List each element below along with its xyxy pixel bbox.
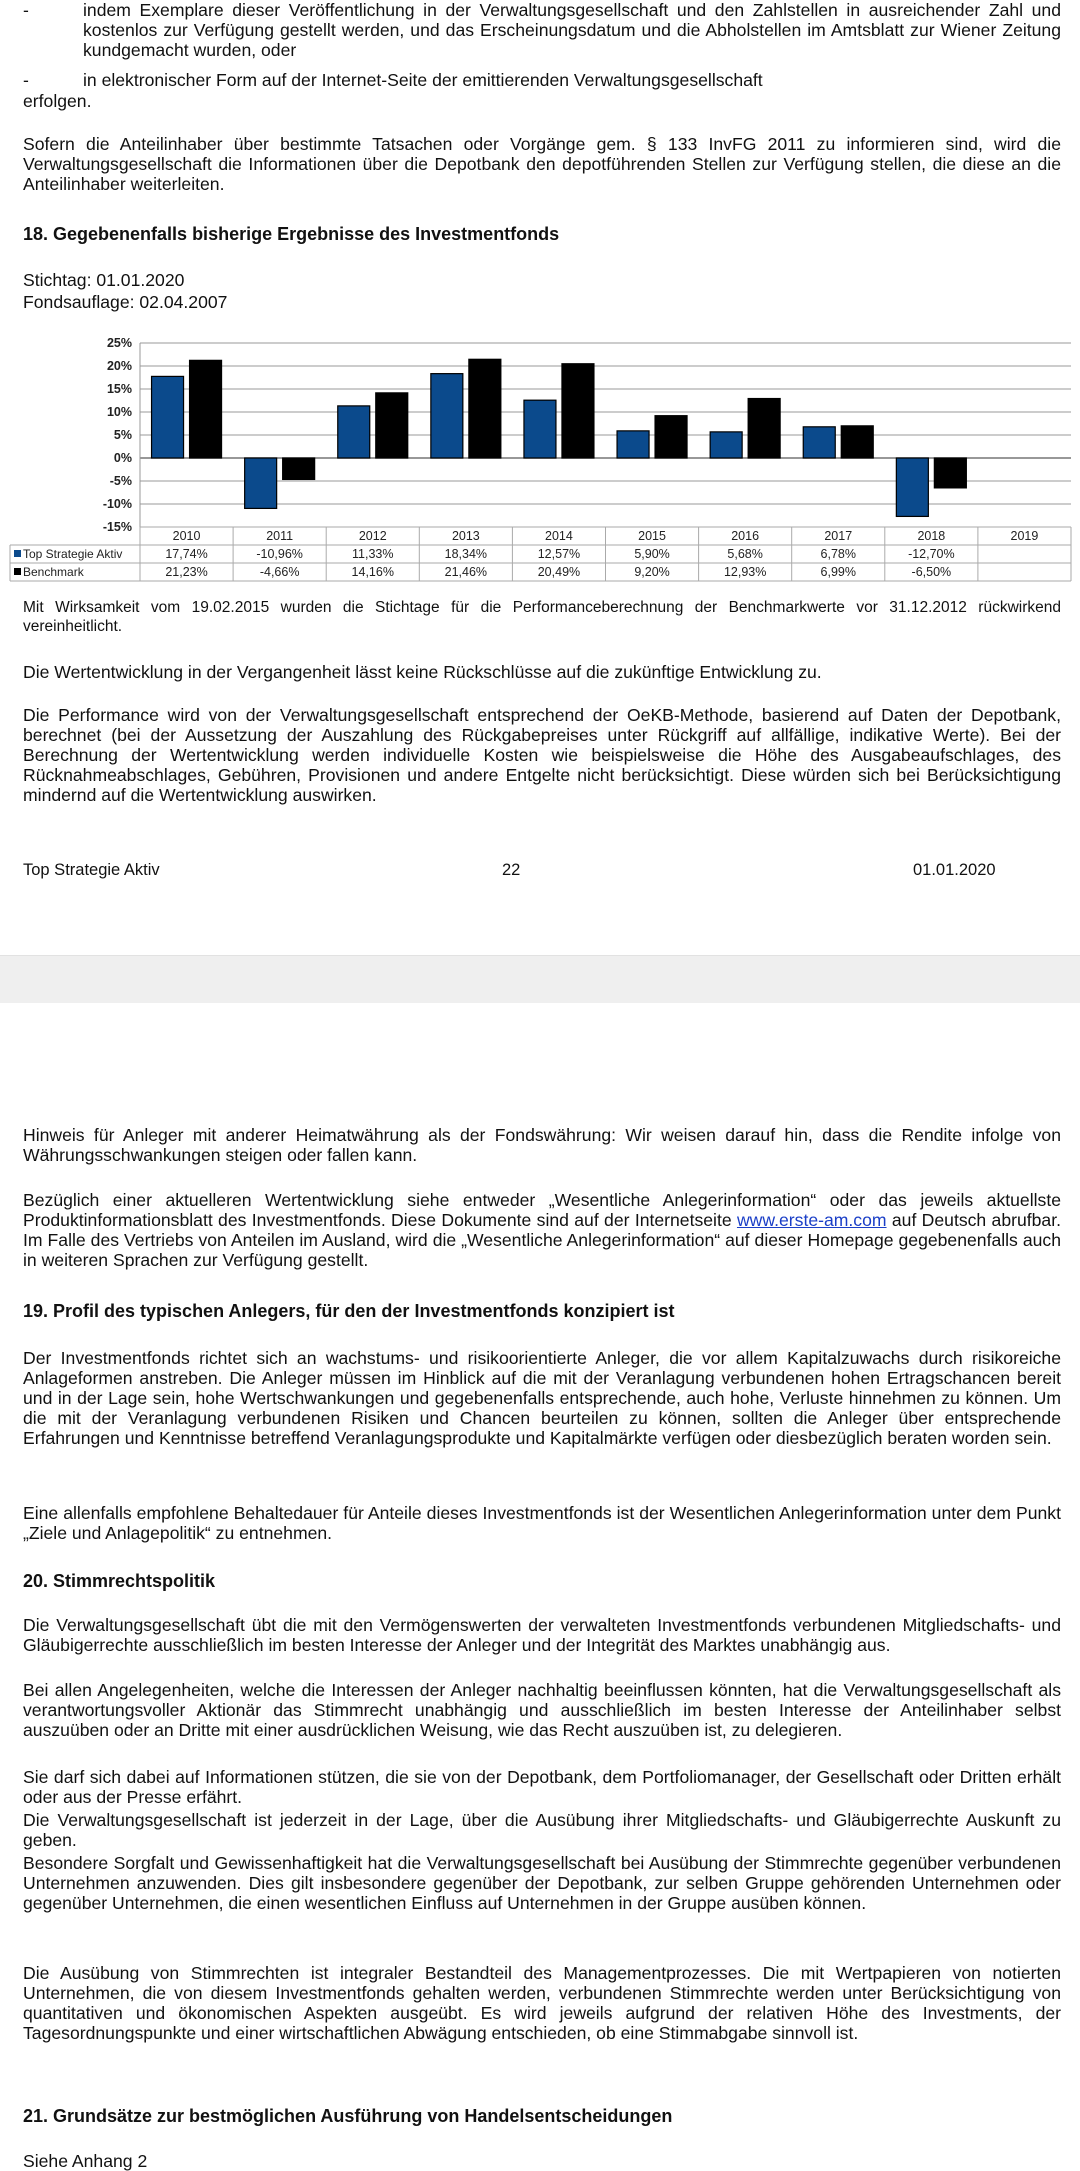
- data-label: 5,68%: [727, 547, 763, 561]
- data-label: 17,74%: [165, 547, 208, 561]
- paragraph-stimmrecht-6: Die Ausübung von Stimmrechten ist integraler Bestandteil des Managementprozesses. Die mit Wertpapieren von notierten Unternehmen, die von diesem Investmentfonds gehalten werden, verbundenen Stimmrechte werden unter Berücksichtigung von quantitativen und ökonomischen Aspekten ausgeübt. Es wird jeweils aufgrund der relativen Höhe des Investments, der Tagesordnungspunkte und einer wirtschaftlichen Abwägung entschieden, ob eine Stimmabgabe sinnvoll ist.: [23, 1963, 1061, 2043]
- data-label: 12,57%: [537, 547, 581, 561]
- footer-date: 01.01.2020: [913, 861, 996, 879]
- x-tick-label: 2015: [638, 529, 666, 543]
- footer-page-number: 22: [502, 861, 521, 879]
- paragraph-stimmrecht-4: Die Verwaltungsgesellschaft ist jederzeit in der Lage, über die Ausübung ihrer Mitgliedschafts- und Gläubigerrechte Auskunft zu geben.: [23, 1810, 1061, 1850]
- data-label: 14,16%: [351, 565, 394, 579]
- legend-swatch-fund: [14, 550, 21, 557]
- data-label: 5,90%: [634, 547, 670, 561]
- document-page-23: [0, 1003, 1080, 2171]
- paragraph-erfolgen: erfolgen.: [23, 91, 92, 111]
- benchmark-bar: [469, 359, 501, 458]
- paragraph-bezueglich: [23, 1190, 1061, 1270]
- benchmark-bar: [376, 393, 408, 458]
- fund-bar: [803, 427, 835, 458]
- bullet-item-electronic: [23, 70, 1061, 90]
- paragraph-bezueglich-start: Bezüglich einer aktuelleren Wertentwicklung siehe entweder „Wesentliche Anlegerinformation“ oder das jeweils aktuellste Produktinformationsblatt des Investmentfonds. Diese Dokumente sind auf der Internetseite: [23, 1190, 1061, 1230]
- fund-bar: [338, 406, 370, 458]
- data-label: -4,66%: [259, 565, 300, 579]
- paragraph-stimmrecht-2: Bei allen Angelegenheiten, welche die Interessen der Anleger nachhaltig beeinflussen könnten, hat die Verwaltungsgesellschaft als verantwortungsvoller Aktionär das Stimmrecht unabhängig und ausschließlich im besten Interesse der Anteilinhaber selbst auszuüben oder an Dritte mit einer ausdrücklichen Weisung, wie das Recht auszuüben ist, zu delegieren.: [23, 1680, 1061, 1740]
- document-page-22: [0, 0, 1080, 955]
- x-tick-label: 2016: [731, 529, 760, 543]
- benchmark-bar: [934, 458, 966, 488]
- data-label: -6,50%: [911, 565, 952, 579]
- benchmark-bar: [562, 364, 594, 458]
- x-tick-label: 2017: [824, 529, 853, 543]
- y-tick-label: 20%: [106, 359, 132, 373]
- y-tick-label: 5%: [113, 428, 132, 442]
- fondsauflage-text: Fondsauflage: 02.04.2007: [23, 292, 228, 312]
- data-label: -10,96%: [256, 547, 303, 561]
- page-separator: [0, 955, 1080, 1004]
- bullet-text-print: indem Exemplare dieser Veröffentlichung in der Verwaltungsgesellschaft und den Zahlstellen in ausreichender Zahl und kostenlos zur Verfügung gestellt werden, und das Erscheinungsdatum und die Abholstellen im Amtsblatt zur Wiener Zeitung kundgemacht wurden, oder: [83, 0, 1061, 60]
- data-label: 11,33%: [352, 547, 394, 561]
- data-label: 9,20%: [634, 565, 670, 579]
- benchmark-bar: [190, 360, 222, 458]
- y-tick-label: 10%: [106, 405, 132, 419]
- paragraph-profil: Der Investmentfonds richtet sich an wachstums- und risikoorientierte Anleger, die vor allem Kapitalzuwachs durch risikoreiche Anlageformen anstreben. Die Anleger müssen im Hinblick auf die mit der Veranlagung verbundenen hohen Ertragschancen bereit und in der Lage sein, hohe Wertschwankungen und gegebenenfalls entsprechende, auch hohe, Verluste hinnehmen zu können. Um die mit der Veranlagung verbundenen Risiken und Chancen beurteilen zu können, sollten die Anleger über entsprechende Erfahrungen und Kenntnisse betreffend Veranlagungsprodukte und Kapitalmärkte verfügen oder diesbezüglich beraten worden sein.: [23, 1348, 1061, 1448]
- x-tick-label: 2014: [545, 529, 573, 543]
- x-tick-label: 2013: [451, 529, 480, 543]
- x-tick-label: 2012: [358, 529, 387, 543]
- section-heading-19: 19. Profil des typischen Anlegers, für den der Investmentfonds konzipiert ist: [23, 1301, 675, 1321]
- paragraph-behaltedauer: Eine allenfalls empfohlene Behaltedauer für Anteile dieses Investmentfonds ist der Wesentlichen Anlegerinformation unter dem Punkt „Ziele und Anlagepolitik“ zu entnehmen.: [23, 1503, 1061, 1543]
- y-tick-label: 25%: [106, 336, 132, 350]
- data-label: 6,99%: [820, 565, 856, 579]
- legend-series-name: Top Strategie Aktiv: [23, 547, 123, 561]
- x-tick-label: 2018: [917, 529, 946, 543]
- data-label: 18,34%: [444, 547, 488, 561]
- benchmark-bar: [841, 426, 873, 458]
- footer-fund-name: Top Strategie Aktiv: [23, 861, 160, 879]
- legend-series-name: Benchmark: [23, 565, 84, 579]
- paragraph-stimmrecht-1: Die Verwaltungsgesellschaft übt die mit den Vermögenswerten der verwalteten Investmentfonds verbundenen Mitgliedschafts- und Gläubigerrechte ausschließlich im besten Interesse der Anleger und der Integrität des Marktes unabhängig aus.: [23, 1615, 1061, 1655]
- fund-bar: [710, 432, 742, 458]
- benchmark-bar: [655, 416, 687, 458]
- paragraph-bezueglich-end: auf Deutsch abrufbar. Im Falle des Vertriebs von Anteilen im Ausland, wird die „Wesentliche Anlegerinformation“ auf dieser Homepage gegebenenfalls auch in weiteren Sprachen zur Verfügung gestellt.: [23, 1210, 1061, 1270]
- x-tick-label: 2019: [1010, 529, 1039, 543]
- paragraph-hinweis: Hinweis für Anleger mit anderer Heimatwährung als der Fondswährung: Wir weisen darauf hin, dass die Rendite infolge von Währungsschwankungen steigen oder fallen kann.: [23, 1125, 1061, 1165]
- stichtag-text: Stichtag: 01.01.2020: [23, 270, 185, 290]
- data-label: 21,23%: [165, 565, 208, 579]
- data-label: -12,70%: [908, 547, 955, 561]
- section-heading-18: 18. Gegebenenfalls bisherige Ergebnisse des Investmentfonds: [23, 224, 560, 244]
- bullet-dash: -: [23, 70, 29, 90]
- benchmark-bar: [283, 458, 315, 479]
- y-tick-label: -15%: [102, 520, 132, 534]
- paragraph-sofern: Sofern die Anteilinhaber über bestimmte Tatsachen oder Vorgänge gem. § 133 InvFG 2011 zu informieren sind, wird die Verwaltungsgesellschaft die Informationen über die Depotbank den depotführenden Stellen zur Verfügung stellen, die diese an die Anteilinhaber weiterleiten.: [23, 134, 1061, 194]
- bullet-item-print: [23, 0, 1061, 60]
- paragraph-stimmrecht-5: Besondere Sorgfalt und Gewissenhaftigkeit hat die Verwaltungsgesellschaft bei Ausübung der Stimmrechte gegenüber verbundenen Unternehmen anzuwenden. Dies gilt insbesondere gegenüber der Depotbank, zur selben Gruppe gehörenden Unternehmen oder gegenüber Unternehmen, die einen wesentlichen Einfluss auf Unternehmen in der Gruppe ausüben können.: [23, 1853, 1061, 1913]
- fund-bar: [896, 458, 928, 516]
- paragraph-stimmrecht-3: Sie darf sich dabei auf Informationen stützen, die sie von der Depotbank, dem Portfoliomanager, der Gesellschaft oder Dritten erhält oder aus der Presse erfährt.: [23, 1767, 1061, 1807]
- data-label: 12,93%: [723, 565, 767, 579]
- erste-am-link[interactable]: www.erste-am.com: [736, 1210, 887, 1230]
- data-label: 21,46%: [444, 565, 488, 579]
- data-label: 20,49%: [537, 565, 581, 579]
- fund-bar: [617, 431, 649, 458]
- y-tick-label: 0%: [113, 451, 132, 465]
- benchmark-bar: [748, 399, 780, 458]
- paragraph-wertentwicklung: Die Wertentwicklung in der Vergangenheit lässt keine Rückschlüsse auf die zukünftige Entwicklung zu.: [23, 662, 822, 682]
- data-label: 6,78%: [820, 547, 856, 561]
- fund-bar: [245, 458, 277, 508]
- bullet-text-electronic: in elektronischer Form auf der Internet-Seite der emittierenden Verwaltungsgesellschaft: [83, 70, 763, 90]
- fund-bar: [524, 400, 556, 458]
- fund-bar: [152, 376, 184, 458]
- siehe-anhang: Siehe Anhang 2: [23, 2151, 148, 2171]
- y-tick-label: -10%: [102, 497, 132, 511]
- section-heading-20: 20. Stimmrechtspolitik: [23, 1571, 216, 1591]
- x-tick-label: 2010: [172, 529, 201, 543]
- y-tick-label: -5%: [109, 474, 132, 488]
- x-tick-label: 2011: [266, 529, 294, 543]
- performance-bar-chart: [0, 330, 1080, 590]
- legend-swatch-benchmark: [14, 568, 21, 575]
- y-tick-label: 15%: [106, 382, 132, 396]
- paragraph-performance: Die Performance wird von der Verwaltungsgesellschaft entsprechend der OeKB-Methode, basierend auf Daten der Depotbank, berechnet (bei der Aussetzung der Auszahlung des Rückgabepreises unter Rückgriff auf allfällige, indikative Werte). Bei der Berechnung der Wertentwicklung werden individuelle Kosten wie beispielsweise die Höhe des Ausgabeaufschlages, des Rücknahmeabschlages, Gebühren, Provisionen und andere Entgelte nicht berücksichtigt. Diese würden sich bei Berücksichtigung mindernd auf die Wertentwicklung auswirken.: [23, 705, 1061, 805]
- fund-bar: [431, 374, 463, 458]
- bullet-dash: -: [23, 0, 29, 20]
- chart-note: Mit Wirksamkeit vom 19.02.2015 wurden die Stichtage für die Performanceberechnung der Benchmarkwerte vor 31.12.2012 rückwirkend vereinheitlicht.: [23, 599, 1061, 635]
- section-heading-21: 21. Grundsätze zur bestmöglichen Ausführung von Handelsentscheidungen: [23, 2106, 673, 2126]
